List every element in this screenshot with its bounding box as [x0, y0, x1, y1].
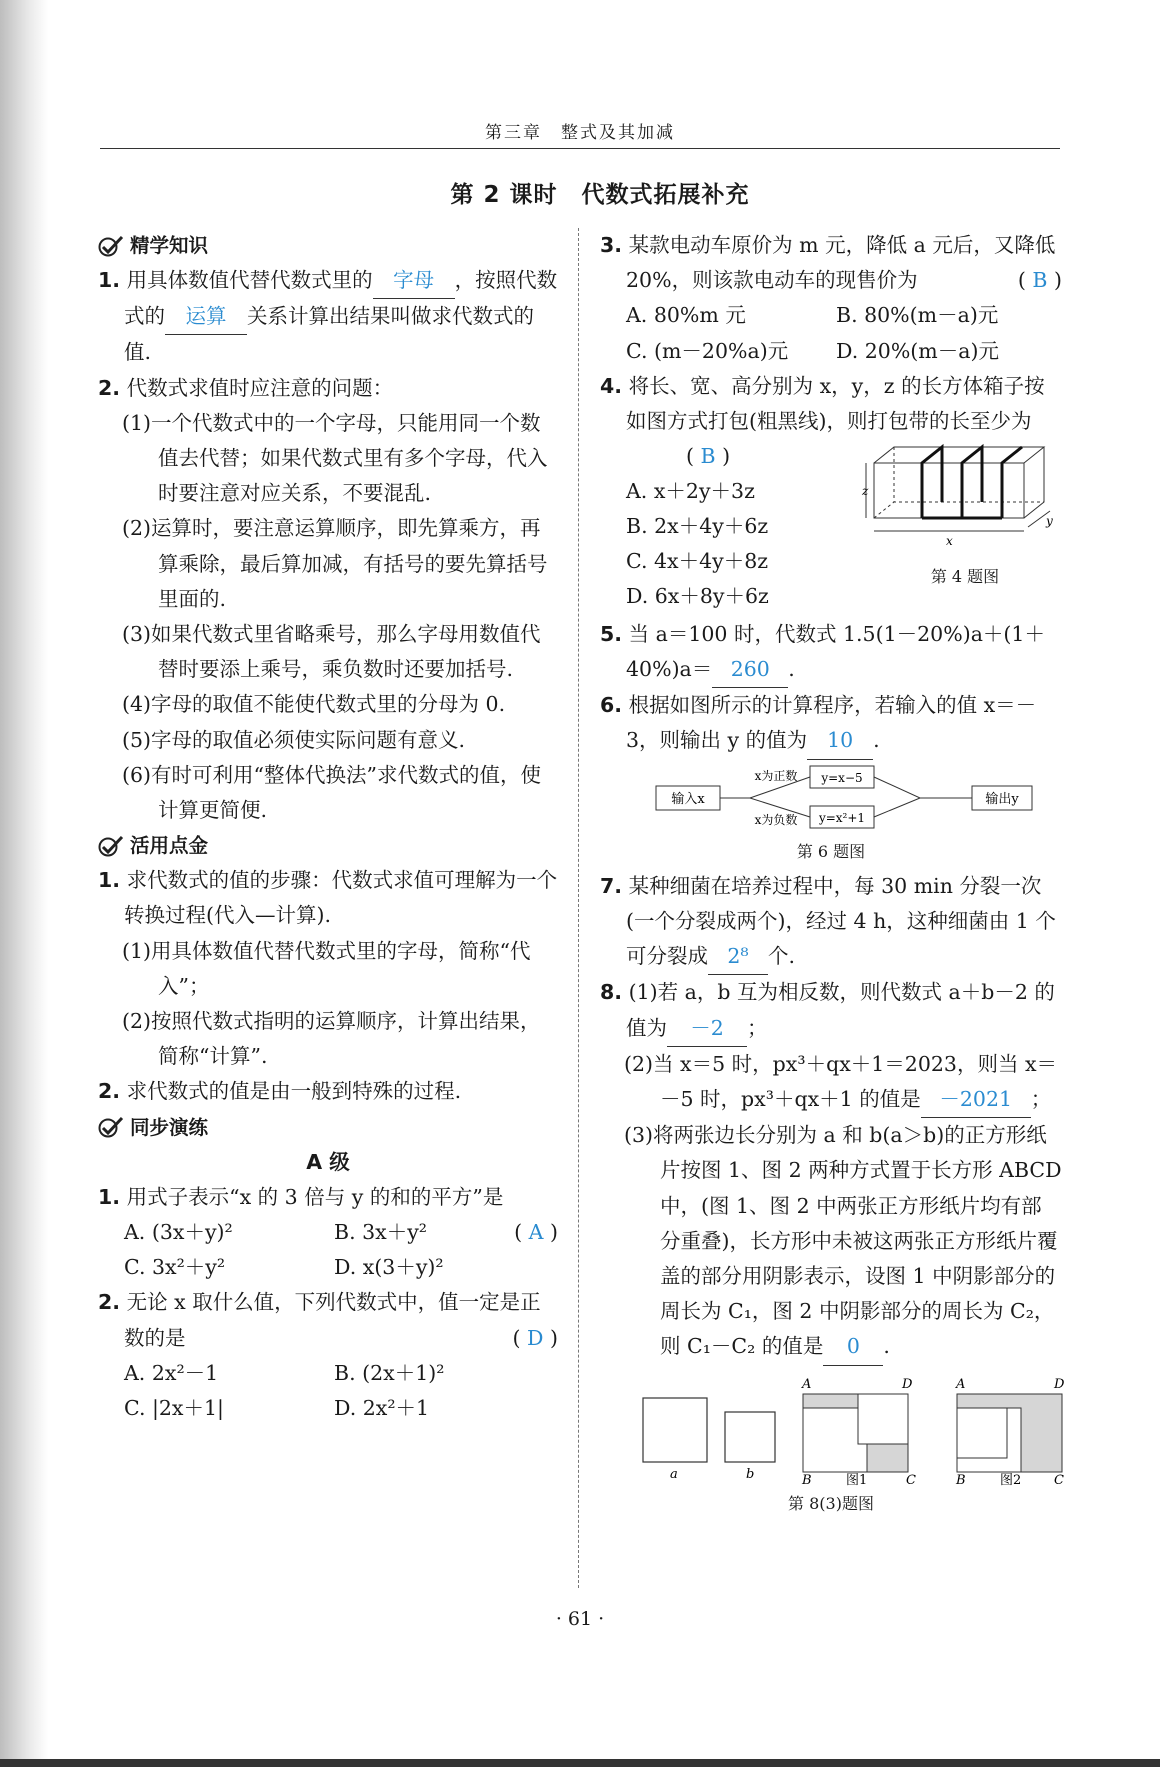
tip-1-item: (1)用具体数值代替代数式里的字母，简称“代入”； [122, 938, 531, 998]
svg-text:y: y [1046, 513, 1053, 528]
options-row: C. (m－20%a)元 D. 20%(m－a)元 [626, 338, 999, 363]
knowledge-2-item: (5)字母的取值必须使实际问题有意义. [122, 727, 466, 752]
running-header: 第三章 整式及其加减 [485, 123, 675, 143]
svg-text:C: C [906, 1472, 916, 1488]
knowledge-2-item: (2)运算时，要注意运算顺序，即先算乘方，再算乘除，最后算加减，有括号的要先算括号里面的. [122, 516, 548, 611]
answer-choice: D [527, 1325, 544, 1350]
svg-text:a: a [670, 1466, 678, 1482]
svg-text:x为负数: x为负数 [754, 812, 798, 827]
knowledge-2-item: (1)一个代数式中的一个字母，只能用同一个数值去代替；如果代数式里有多个字母，代入时要注意对应关系，不要混乱. [122, 410, 548, 506]
tip-1: 1. 求代数式的值的步骤：代数式求值可理解为一个转换过程(代入—计算). [98, 868, 558, 928]
question-4-options: A. x＋2y＋3z B. 2x＋4y＋6z C. 4x＋4y＋8z D. 6x＋8y＋6z [626, 478, 769, 609]
question-7: 7. 某种细菌在培养过程中，每 30 min 分裂一次(一个分裂成两个)，经过 4 h，这种细菌由 1 个可分裂成 2⁸ 个. [600, 869, 1062, 976]
svg-text:x: x [946, 533, 953, 548]
checkmark-icon [98, 1116, 124, 1138]
checkmark-icon [98, 835, 124, 857]
svg-text:输出y: 输出y [985, 791, 1019, 807]
svg-text:x为正数: x为正数 [754, 768, 798, 783]
answer-blank: －2 [667, 1011, 747, 1047]
right-column [600, 228, 1065, 1521]
svg-text:D: D [902, 1376, 913, 1392]
options-row: C. 3x²＋y² D. x(3＋y)² [124, 1255, 444, 1280]
answer-blank: 0 [823, 1329, 883, 1365]
section-heading: 精学知识 [98, 228, 558, 263]
options-row: A. 80%m 元 B. 80%(m－a)元 [626, 303, 999, 328]
program-flowchart [600, 764, 1062, 834]
exercise-2: 2. 无论 x 取什么值，下列代数式中，值一定是正数的是 ( D ) [98, 1290, 558, 1350]
question-3: 3. 某款电动车原价为 m 元，降低 a 元后，又降低 20%，则该款电动车的现售价为 ( B ) [600, 233, 1062, 293]
svg-text:A: A [802, 1376, 812, 1392]
answer-blank: 运算 [165, 299, 247, 335]
options-row: C. |2x＋1| D. 2x²＋1 [124, 1396, 430, 1421]
tip-2: 2. 求代数式的值是由一般到特殊的过程. [98, 1079, 462, 1104]
question-8-part: (3)将两张边长分别为 a 和 b(a＞b)的正方形纸片按图 1、图 2 两种方式置于长方形 ABCD 中，(图 1、图 2 中两张正方形纸片均有部分重叠)，长方形中未被这两张正方形纸片覆盖的部分用阴影表示，设图 1 中阴影部分的周长为 C₁，图 2 中阴影部分的周长为 C₂，则 C₁－C₂ 的值是 0 . [600, 1118, 1062, 1365]
knowledge-2: 2. 代数式求值时应注意的问题： [98, 375, 394, 400]
left-column [98, 228, 558, 1426]
answer-blank: 10 [807, 723, 873, 759]
column-divider [578, 228, 579, 1588]
svg-text:z: z [862, 483, 869, 498]
svg-text:D: D [1054, 1376, 1065, 1392]
figure-caption: 第 8(3)题图 [788, 1493, 874, 1513]
header-rule [100, 148, 1060, 149]
question-5: 5. 当 a＝100 时，代数式 1.5(1－20%)a＋(1＋40%)a＝ 260 . [600, 617, 1062, 688]
exercise-1: 1. 用式子表示“x 的 3 倍与 y 的和的平方”是 ( A ) [98, 1184, 558, 1245]
question-8: 8. (1)若 a，b 互为相反数，则代数式 a＋b－2 的值为 －2 ； [600, 975, 1062, 1046]
question-6: 6. 根据如图所示的计算程序，若输入的值 x＝－3，则输出 y 的值为 10 . [600, 688, 1062, 759]
knowledge-1: 1. 用具体数值代替代数式里的 字母 ，按照代数式的 运算 关系计算出结果叫做求代数式的值. [98, 263, 558, 371]
box-packaging-figure [862, 441, 1062, 551]
question-4-block [600, 369, 1062, 617]
svg-text:b: b [746, 1466, 755, 1482]
page-number: · 61 · [555, 1608, 605, 1630]
knowledge-2-item: (3)如果代数式里省略乘号，那么字母用数值代替时要添上乘号，乘负数时还要加括号. [122, 622, 541, 682]
svg-text:y=x²+1: y=x²+1 [818, 810, 866, 825]
svg-text:A: A [956, 1376, 966, 1392]
svg-text:y=x−5: y=x−5 [821, 770, 863, 785]
figure-caption: 第 4 题图 [930, 566, 1000, 586]
tip-1-item: (2)按照代数式指明的运算顺序，计算出结果，简称“计算”. [122, 1009, 541, 1069]
section-heading: 同步演练 [98, 1110, 558, 1145]
svg-text:B: B [802, 1472, 812, 1488]
page-edge-shadow [0, 0, 48, 1767]
level-heading: A 级 [306, 1149, 350, 1174]
svg-text:C: C [1054, 1472, 1064, 1488]
checkmark-icon [98, 235, 124, 257]
svg-text:B: B [956, 1472, 966, 1488]
answer-blank: 2⁸ [708, 939, 768, 975]
answer-choice: B [1032, 268, 1048, 293]
options-row: A. 2x²－1 B. (2x＋1)² [124, 1360, 445, 1385]
answer-blank: －2021 [921, 1082, 1031, 1118]
knowledge-2-item: (6)有时可利用“整体代换法”求代数式的值，使计算更简便. [122, 762, 541, 823]
answer-choice: B [700, 444, 716, 469]
section-heading: 活用点金 [98, 828, 558, 863]
answer-choice: A [528, 1220, 544, 1245]
question-8-part: (2)当 x＝5 时，px³＋qx＋1＝2023，则当 x＝－5 时，px³＋qx＋1 的值是 －2021 ； [600, 1047, 1062, 1118]
svg-text:图2: 图2 [1000, 1472, 1022, 1488]
figure-caption: 第 6 题图 [796, 841, 866, 861]
knowledge-2-item: (4)字母的取值不能使代数式里的分母为 0. [122, 692, 506, 717]
bottom-edge-bar [0, 1759, 1160, 1767]
svg-text:图1: 图1 [846, 1472, 868, 1488]
squares-rectangle-figure [600, 1372, 1065, 1488]
options-row: A. (3x＋y)² B. 3x＋y² [124, 1220, 428, 1245]
lesson-title: 第 2 课时 代数式拓展补充 [450, 182, 750, 208]
answer-blank: 260 [712, 652, 788, 688]
answer-blank: 字母 [373, 263, 455, 299]
svg-text:输入x: 输入x [671, 791, 705, 807]
question-4: 4. 将长、宽、高分别为 x，y，z 的长方体箱子按如图方式打包(粗黑线)，则打包带的长至少为 ( B ) [600, 373, 1045, 469]
